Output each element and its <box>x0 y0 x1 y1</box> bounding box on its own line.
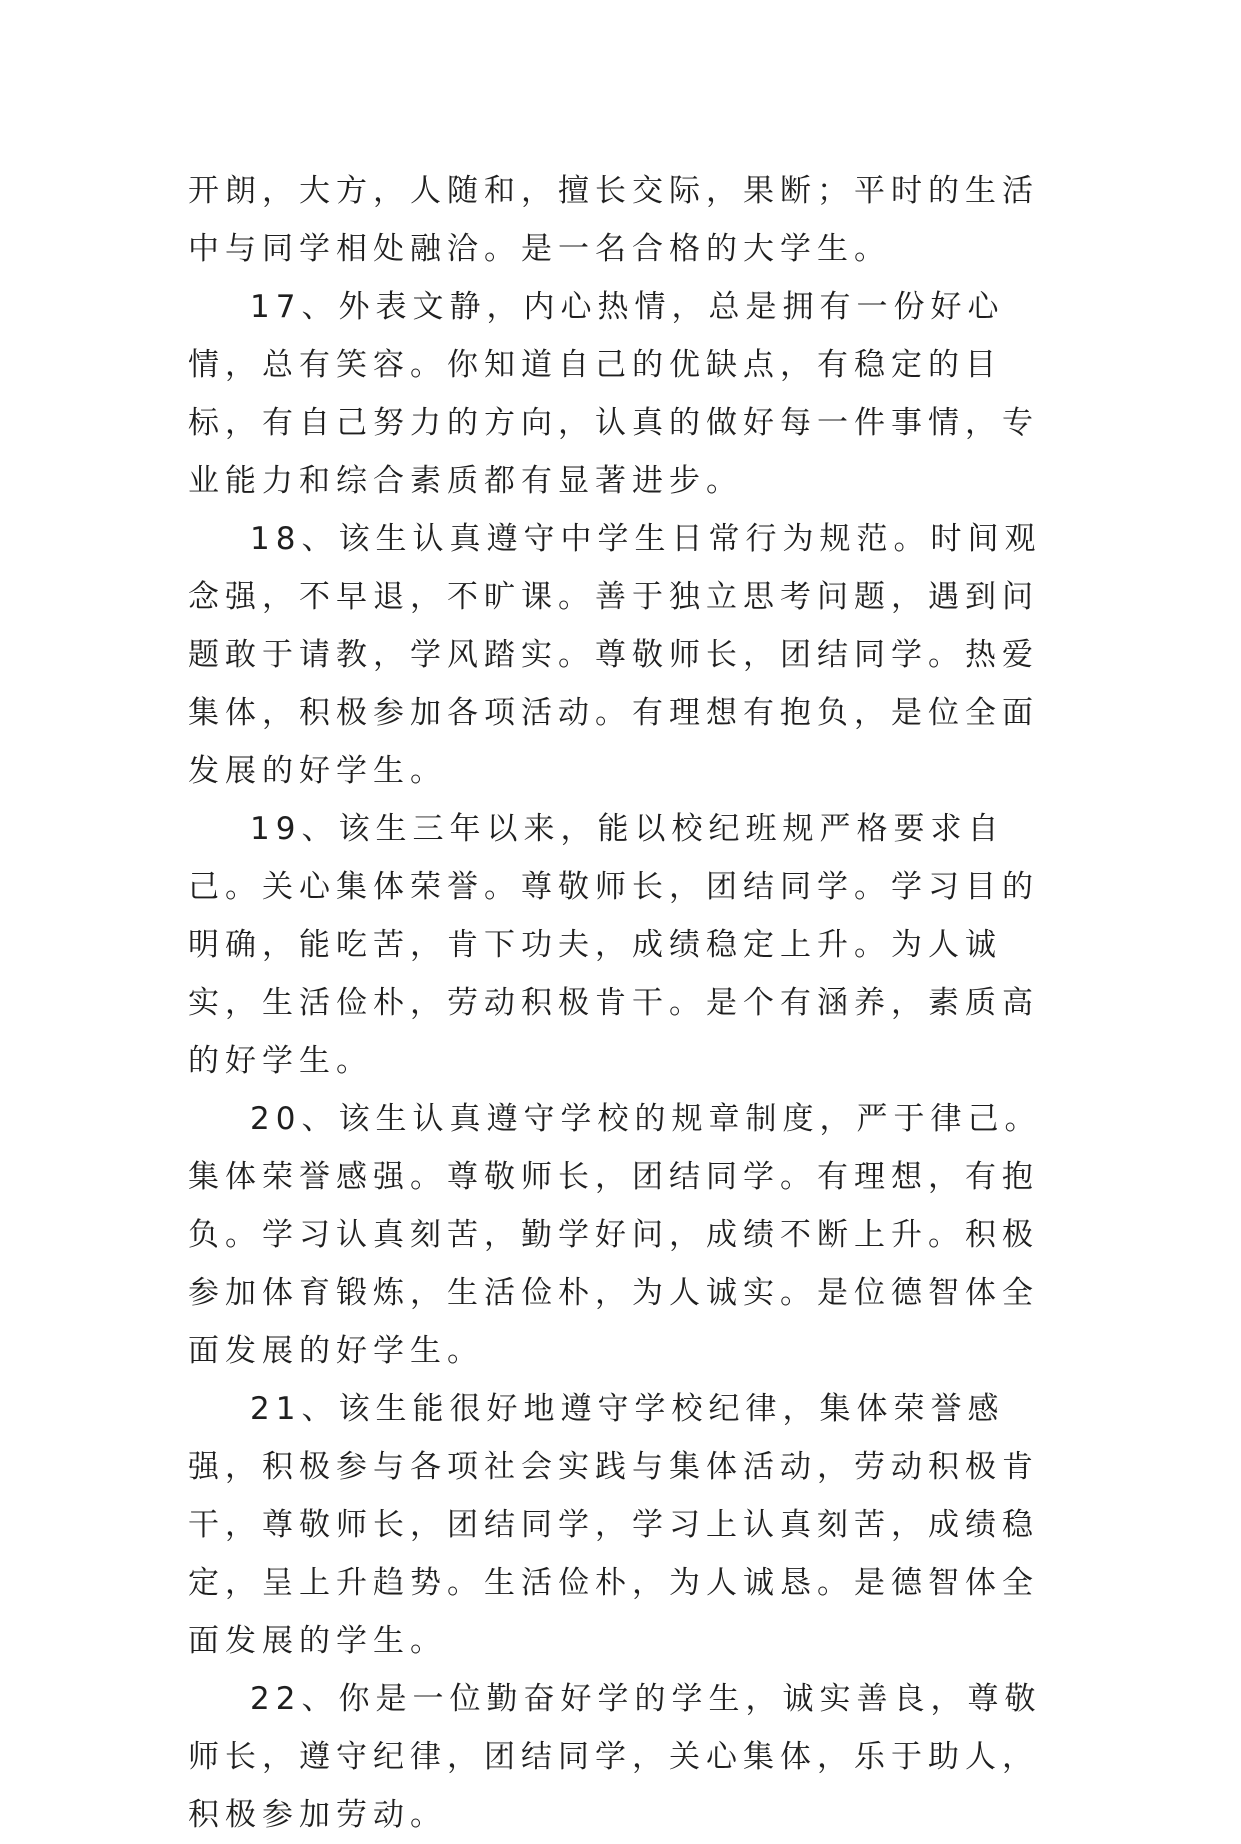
paragraph-18: 18、该生认真遵守中学生日常行为规范。时间观念强，不早退，不旷课。善于独立思考问题，遇到问题敢于请教，学风踏实。尊敬师长，团结同学。热爱集体，积极参加各项活动。有理想有抱负，是位全面发展的好学生。 <box>188 521 1042 789</box>
paragraph-20: 20、该生认真遵守学校的规章制度，严于律己。集体荣誉感强。尊敬师长，团结同学。有理想，有抱负。学习认真刻苦，勤学好问，成绩不断上升。积极参加体育锻炼，生活俭朴，为人诚实。是位德智体全面发展的好学生。 <box>188 1101 1042 1369</box>
paragraph-22: 22、你是一位勤奋好学的学生，诚实善良，尊敬师长，遵守纪律，团结同学，关心集体，乐于助人，积极参加劳动。 <box>188 1681 1042 1833</box>
paragraph-19: 19、该生三年以来，能以校纪班规严格要求自己。关心集体荣誉。尊敬师长，团结同学。学习目的明确，能吃苦，肯下功夫，成绩稳定上升。为人诚实，生活俭朴，劳动积极肯干。是个有涵养，素质高的好学生。 <box>188 811 1039 1079</box>
document-body <box>188 162 1068 1844</box>
paragraph-continuation: 开朗，大方，人随和，擅长交际，果断；平时的生活中与同学相处融洽。是一名合格的大学生。 <box>188 173 1039 267</box>
paragraph-21: 21、该生能很好地遵守学校纪律，集体荣誉感强，积极参与各项社会实践与集体活动，劳动积极肯干，尊敬师长，团结同学，学习上认真刻苦，成绩稳定，呈上升趋势。生活俭朴，为人诚恳。是德智体全面发展的学生。 <box>188 1391 1039 1659</box>
paragraph-17: 17、外表文静，内心热情，总是拥有一份好心情，总有笑容。你知道自己的优缺点，有稳定的目标，有自己努力的方向，认真的做好每一件事情，专业能力和综合素质都有显著进步。 <box>188 289 1039 499</box>
